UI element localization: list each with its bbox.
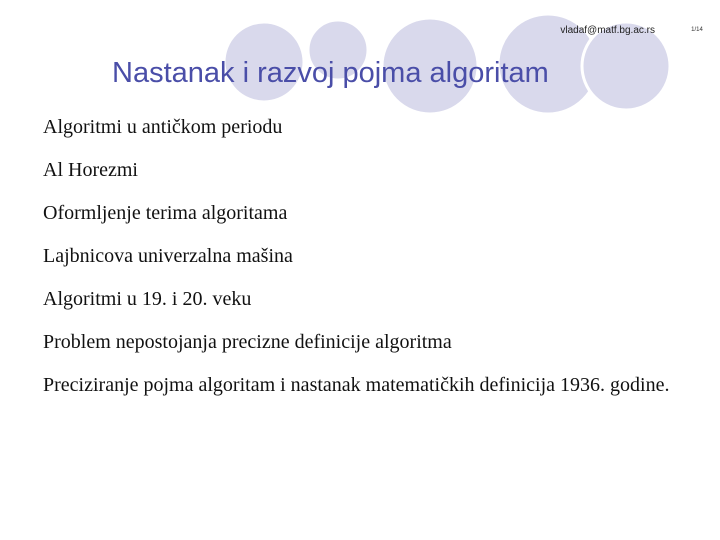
bullet-list: [43, 115, 683, 416]
list-item: Oformljenje terima algoritama: [43, 202, 288, 224]
list-item: Algoritmi u 19. i 20. veku: [43, 288, 252, 310]
list-item: Algoritmi u antičkom periodu: [43, 116, 283, 138]
page-number: 1/14: [691, 27, 703, 33]
list-item: Preciziranje pojma algoritam i nastanak matematičkih definicija 1936. godine.: [43, 374, 670, 396]
slide-title: Nastanak i razvoj pojma algoritam: [112, 57, 549, 89]
author-email: vladaf@matf.bg.ac.rs: [560, 25, 655, 36]
list-item: Al Horezmi: [43, 159, 138, 181]
list-item: Problem nepostojanja precizne definicije algoritma: [43, 331, 452, 353]
list-item: Lajbnicova univerzalna mašina: [43, 245, 293, 267]
